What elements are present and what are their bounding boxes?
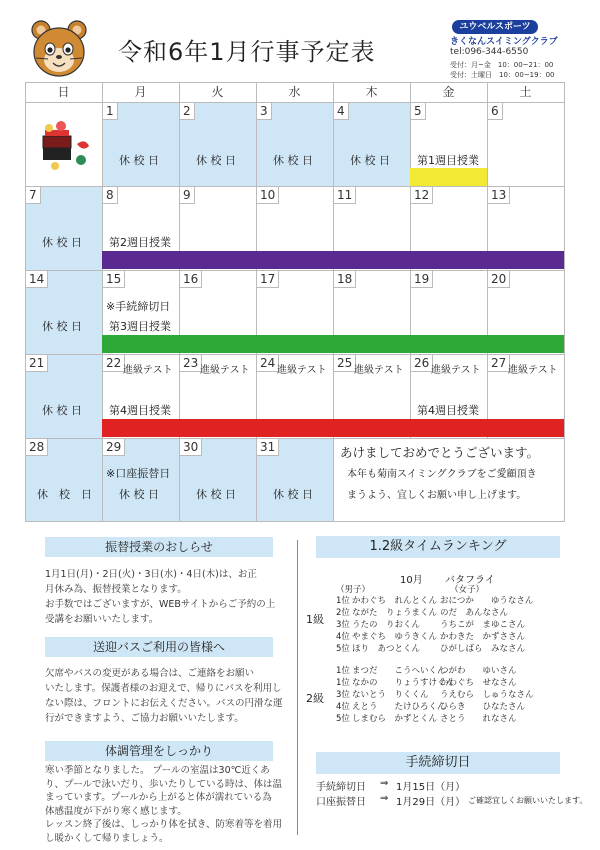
procedure-deadline-note: ※手続締切日 xyxy=(106,300,171,313)
closed-label: 休 校 日 xyxy=(42,320,82,333)
advance-test-label: 進級テスト xyxy=(277,365,327,376)
date-number: 11 xyxy=(334,187,356,204)
week1-class-bar xyxy=(410,168,487,186)
weekday-hours: 受付：月~金 10：00~21：00 xyxy=(450,61,554,69)
date-number: 25 xyxy=(334,355,356,372)
date-number: 3 xyxy=(257,103,272,120)
arrow-icon: ⇒ xyxy=(380,778,389,789)
date-number: 28 xyxy=(26,439,48,456)
date-number: 17 xyxy=(257,271,279,288)
grade-2-label: 2級 xyxy=(306,692,324,705)
date-number: 31 xyxy=(257,439,279,456)
deadline-title: 手続締切日 xyxy=(316,752,560,774)
date-number: 29 xyxy=(103,439,125,456)
closed-label: 休 校 日 xyxy=(350,154,390,167)
day-header-thu: 木 xyxy=(365,85,378,99)
day-header-wed: 水 xyxy=(288,85,301,99)
greeting-line: まうよう、宜しくお願い申し上げます。 xyxy=(347,490,527,501)
makeup-text: 1月1日(月)・2日(火)・3日(水)・4日(木)は、お正 月休み為、振替授業となります。 お手数ではございますが、WEBサイトからご予約の上 受講をお願いいたします。 xyxy=(45,569,276,625)
date-number: 27 xyxy=(488,355,510,372)
saturday-hours: 受付：土曜日 10：00~19：00 xyxy=(450,71,555,79)
date-number: 2 xyxy=(180,103,195,120)
day-header-mon: 月 xyxy=(134,85,147,99)
date-number: 22 xyxy=(103,355,125,372)
club-name: きくなんスイミングクラブ xyxy=(450,37,558,47)
week4-class-bar xyxy=(102,419,564,437)
date-number: 24 xyxy=(257,355,279,372)
date-number: 16 xyxy=(180,271,202,288)
health-title: 体調管理をしっかり xyxy=(45,741,273,761)
closed-label: 休 校 日 xyxy=(42,236,82,249)
advance-test-label: 進級テスト xyxy=(354,365,404,376)
column-divider xyxy=(297,540,298,835)
date-number: 10 xyxy=(257,187,279,204)
day-header-sat: 土 xyxy=(519,85,532,99)
transfer-note: ※口座振替日 xyxy=(106,467,171,480)
boys-header: （男子） xyxy=(336,585,371,595)
date-number: 26 xyxy=(411,355,433,372)
grade-1-label: 1級 xyxy=(306,613,324,626)
date-number: 5 xyxy=(411,103,426,120)
health-text: 寒い季節となりました。 プールの室温は30℃近くあ り、プールで泳いだり、歩いたりしている時は、体は温 まっています。プールから上がると体が濡れている為 体感温度が下がり寒く感じます。 レッスン終了後は、しっかり体を拭き、防寒着等を着用 し暖かくして帰りましょう。 xyxy=(45,765,283,844)
date-number: 9 xyxy=(180,187,195,204)
date-number: 1 xyxy=(103,103,118,120)
page-title: 令和6年1月行事予定表 xyxy=(118,38,376,66)
closed-label: 休 校 日 xyxy=(196,488,236,501)
makeup-title: 振替授業のおしらせ xyxy=(45,537,273,557)
date-number: 19 xyxy=(411,271,433,288)
closed-label: 休 校 日 xyxy=(119,154,159,167)
week4-class-label: 第4週目授業 xyxy=(417,404,479,417)
advance-test-label: 進級テスト xyxy=(200,365,250,376)
hamster-mascot-illustration xyxy=(28,18,90,80)
arrow-icon: ⇒ xyxy=(380,793,389,804)
date-number: 7 xyxy=(26,187,41,204)
deadline-label: 手続締切日 xyxy=(316,782,366,793)
date-number: 21 xyxy=(26,355,48,372)
week4-class-label: 第4週目授業 xyxy=(109,404,171,417)
date-number: 18 xyxy=(334,271,356,288)
date-number: 23 xyxy=(180,355,202,372)
week2-class-bar xyxy=(102,251,564,269)
date-number: 30 xyxy=(180,439,202,456)
day-header-tue: 火 xyxy=(211,85,224,99)
closed-label: 休 校 日 xyxy=(273,154,313,167)
date-number: 6 xyxy=(488,103,503,120)
confirm-note: ご確認宜しくお願いいたします。 xyxy=(468,796,588,805)
week3-class-label: 第3週目授業 xyxy=(109,320,171,333)
date-number: 4 xyxy=(334,103,349,120)
ranking-title: 1.2級タイムランキング xyxy=(316,536,560,558)
day-header-fri: 金 xyxy=(442,85,455,99)
bus-title: 送迎バスご利用の皆様へ xyxy=(45,637,273,657)
date-number: 8 xyxy=(103,187,118,204)
date-number: 12 xyxy=(411,187,433,204)
new-year-osechi-illustration xyxy=(33,114,95,176)
date-number: 14 xyxy=(26,271,48,288)
ranking-month: 10月 xyxy=(400,575,423,586)
phone-number: tel:096-344-6550 xyxy=(450,47,529,57)
girls-header: （女子） xyxy=(450,585,485,595)
transfer-label: 口座振替日 xyxy=(316,797,366,808)
date-number: 13 xyxy=(488,187,510,204)
day-header-sun: 日 xyxy=(57,85,70,99)
closed-label: 休 校 日 xyxy=(37,488,92,501)
closed-label: 休 校 日 xyxy=(196,154,236,167)
week2-class-label: 第2週目授業 xyxy=(109,236,171,249)
transfer-date: 1月29日（月） xyxy=(396,797,466,808)
advance-test-label: 進級テスト xyxy=(508,365,558,376)
closed-label: 休 校 日 xyxy=(119,488,159,501)
greeting-line: 本年も菊南スイミングクラブをご愛顧頂き xyxy=(347,469,537,480)
week3-class-bar xyxy=(102,335,564,353)
advance-test-label: 進級テスト xyxy=(431,365,481,376)
advance-test-label: 進級テスト xyxy=(123,365,173,376)
deadline-date: 1月15日（月） xyxy=(396,782,466,793)
closed-label: 休 校 日 xyxy=(273,488,313,501)
date-number: 15 xyxy=(103,271,125,288)
brand-badge: ユウベルスポーツ xyxy=(452,20,538,34)
monthly-calendar xyxy=(25,82,565,522)
week1-class-label: 第1週目授業 xyxy=(417,154,479,167)
greeting-title: あけましておめでとうございます。 xyxy=(340,445,540,460)
bus-text: 欠席やバスの変更がある場合は、ご連絡をお願い いたします。保護者様のお迎えで、帰りにバスを利用し ない際は、フロントにお伝えください。バスの円滑な運 行ができますよう、ご協力お願いいたします。 xyxy=(45,668,283,724)
date-number: 20 xyxy=(488,271,510,288)
ranking-event: バタフライ xyxy=(445,575,495,586)
closed-label: 休 校 日 xyxy=(42,404,82,417)
